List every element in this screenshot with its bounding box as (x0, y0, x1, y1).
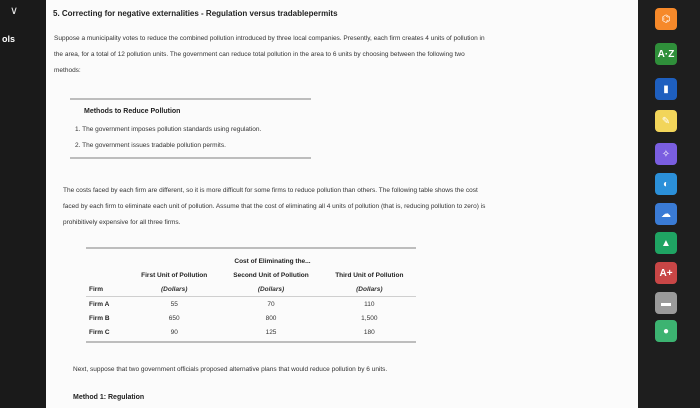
methods-title: Methods to Reduce Pollution (84, 108, 181, 115)
table-top-rule (86, 247, 416, 249)
assignment-page (46, 0, 638, 408)
az-icon[interactable]: A·Z (655, 43, 677, 65)
method-item: 1. The government imposes pollution standards using regulation. (75, 126, 262, 133)
left-side-panel (0, 0, 46, 408)
table-row: Firm A 55 70 110 (89, 300, 375, 308)
next-paragraph: Next, suppose that two government officials proposed alternative plans that would reduce pollution by 6 units. (73, 366, 388, 373)
column-header: Third Unit of Pollution (335, 271, 404, 279)
cost-table (86, 254, 416, 339)
note-icon[interactable]: ▬ (655, 292, 677, 314)
unit-label: (Dollars) (161, 285, 188, 293)
firm-header: Firm (89, 285, 104, 293)
method-item: 2. The government issues tradable pollution permits. (75, 142, 226, 149)
side-panel-label: ols (2, 34, 16, 44)
table-group-header: Cost of Eliminating the... (234, 257, 311, 265)
table-bottom-rule (86, 341, 416, 343)
cloud-icon[interactable]: ☁ (655, 203, 677, 225)
rss-icon[interactable]: ⌬ (655, 8, 677, 30)
table-row: Firm C 90 125 180 (89, 328, 375, 336)
method-1-title: Method 1: Regulation (73, 394, 145, 401)
pen-icon[interactable]: ✎ (655, 110, 677, 132)
column-header: Second Unit of Pollution (233, 271, 309, 279)
drive-icon[interactable]: ▲ (655, 232, 677, 254)
unit-label: (Dollars) (257, 285, 285, 293)
cost-paragraph: The costs faced by each firm are different, so it is more difficult for some firms to reduce pollution than others. The following table shows the cost faced by each firm to eliminate each unit of pollution. Assume that the cost of eliminating all 4 units of pollution (that is, reducing pollution to zero) is prohibitively expensive for all three firms. (63, 187, 486, 226)
divider (70, 98, 311, 100)
ring-icon[interactable]: ● (655, 320, 677, 342)
divider (70, 157, 311, 159)
column-header: First Unit of Pollution (141, 271, 208, 279)
bookmark-icon[interactable]: ▮ (655, 78, 677, 100)
unit-label: (Dollars) (356, 285, 383, 293)
table-row: Firm B 650 800 1,500 (89, 314, 378, 322)
intro-paragraph: Suppose a municipality votes to reduce the combined pollution introduced by three local companies. Presently, each firm creates 4 units of pollution in the area, for a total of 12 pollution units. The government can reduce total pollution in the area to 6 units by choosing between the following two methods: (54, 35, 485, 74)
chevron-down-icon[interactable]: ∨ (10, 5, 19, 17)
grade-icon[interactable]: A+ (655, 262, 677, 284)
toggle-icon[interactable]: ◐ (655, 173, 677, 195)
question-title: 5. Correcting for negative externalities - Regulation versus tradablepermits (53, 9, 338, 18)
sparkle-icon[interactable]: ✧ (655, 143, 677, 165)
